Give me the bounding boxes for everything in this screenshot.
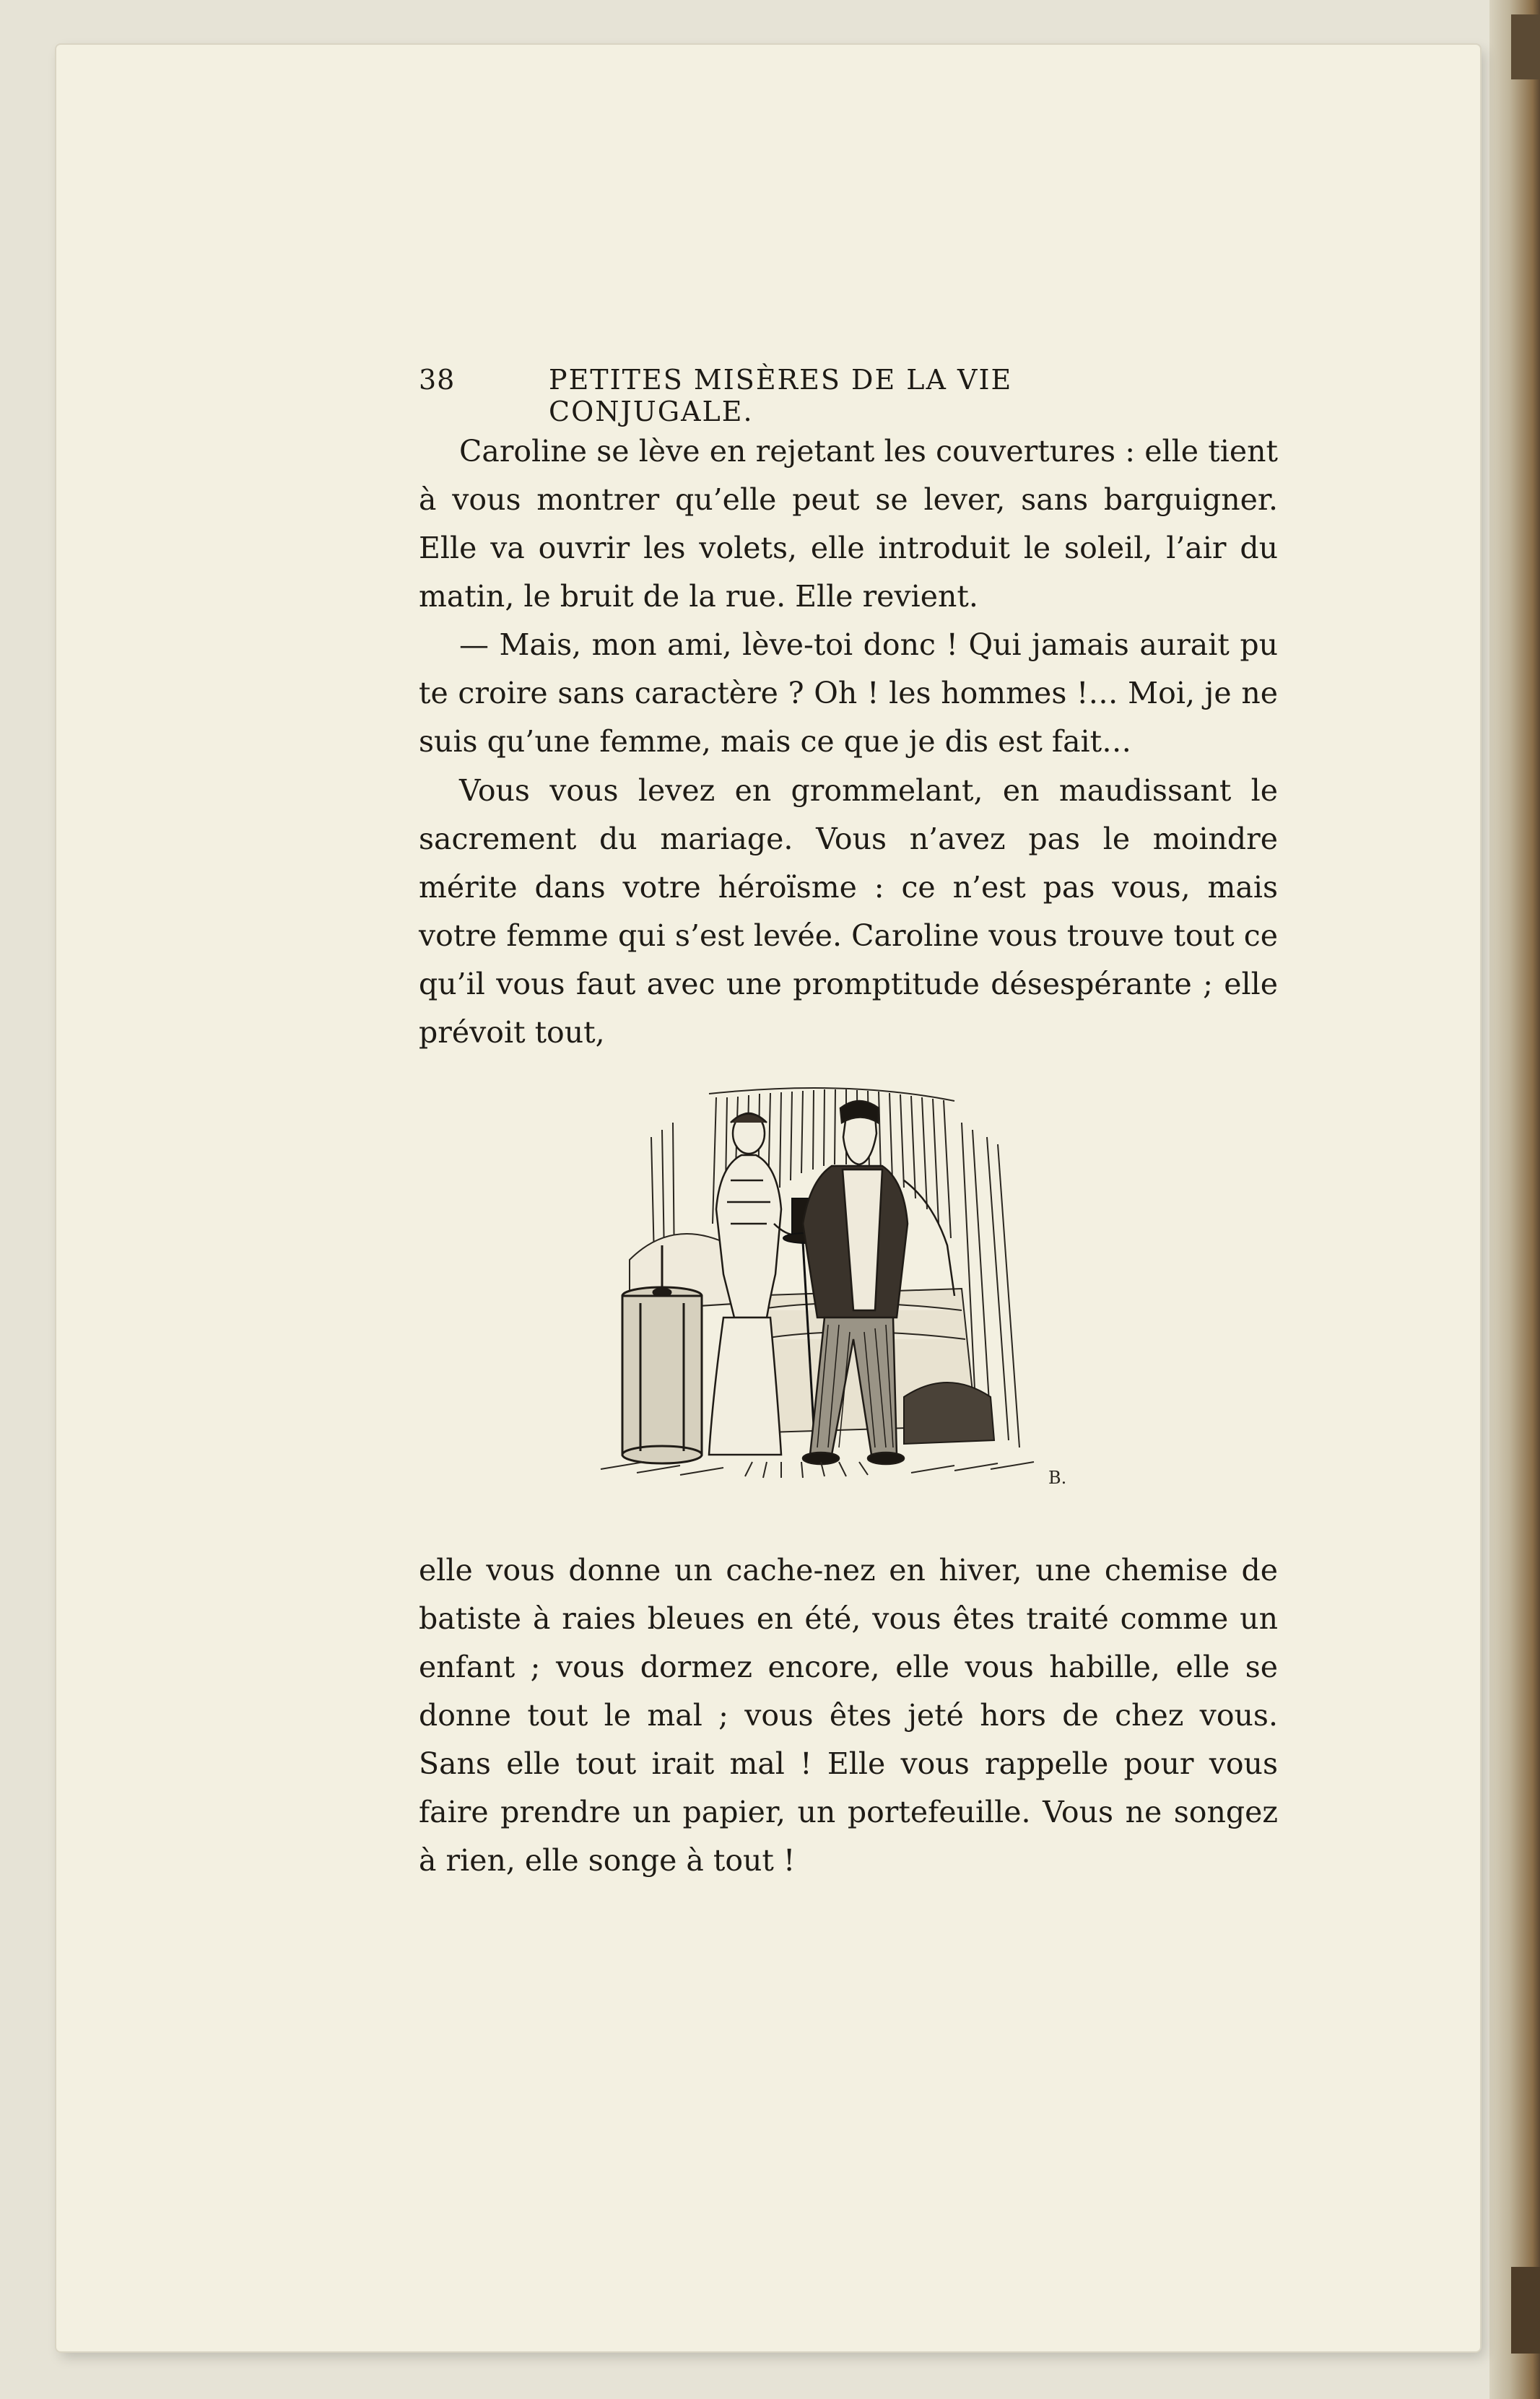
paragraph-4: elle vous donne un cache-nez en hiver, une chemise de batiste à raies bleues en été, vous êtes traité comme un enfant ; vous dormez encore, elle vous habille, elle se donne tout le mal ; vous êtes jeté hors de chez vous. Sans elle tout irait mal ! Elle vous rappelle pour vous faire prendre un papier, un portefeuille. Vous ne songez à rien, elle songe à tout !: [419, 1553, 1278, 1878]
paragraph-1: Caroline se lève en rejetant les couvertures : elle tient à vous montrer qu’elle peut se lever, sans barguigner. Elle va ouvrir les volets, elle introduit le soleil, l’air du matin, le bruit de la rue. Elle revient.: [419, 434, 1278, 614]
book-spine: [1489, 0, 1540, 2399]
engraving-svg: [586, 1079, 1092, 1498]
engraving-illustration: [586, 1079, 1092, 1498]
spine-binding-bottom: [1511, 2267, 1540, 2354]
running-title: PETITES MISÈRES DE LA VIE CONJUGALE.: [549, 364, 1013, 427]
paragraph-2: — Mais, mon ami, lève-toi donc ! Qui jamais aurait pu te croire sans caractère ? Oh ! les hommes !… Moi, je ne suis qu’une femme, mais ce que je dis est fait…: [419, 627, 1278, 759]
page-number: 38: [419, 364, 456, 396]
spine-binding-top: [1511, 14, 1540, 79]
shadow-mass: [904, 1383, 994, 1444]
paragraph-3: Vous vous levez en grommelant, en maudissant le sacrement du mariage. Vous n’avez pas le moindre mérite dans votre héroïsme : ce n’est pas vous, mais votre femme qui s’est levée. Caroline vous trouve tout ce qu’il vous faut avec une promptitude désespérante ; elle prévoit tout,: [419, 773, 1278, 1050]
artist-signature: B.: [1048, 1468, 1067, 1488]
page-header: [419, 355, 1155, 427]
